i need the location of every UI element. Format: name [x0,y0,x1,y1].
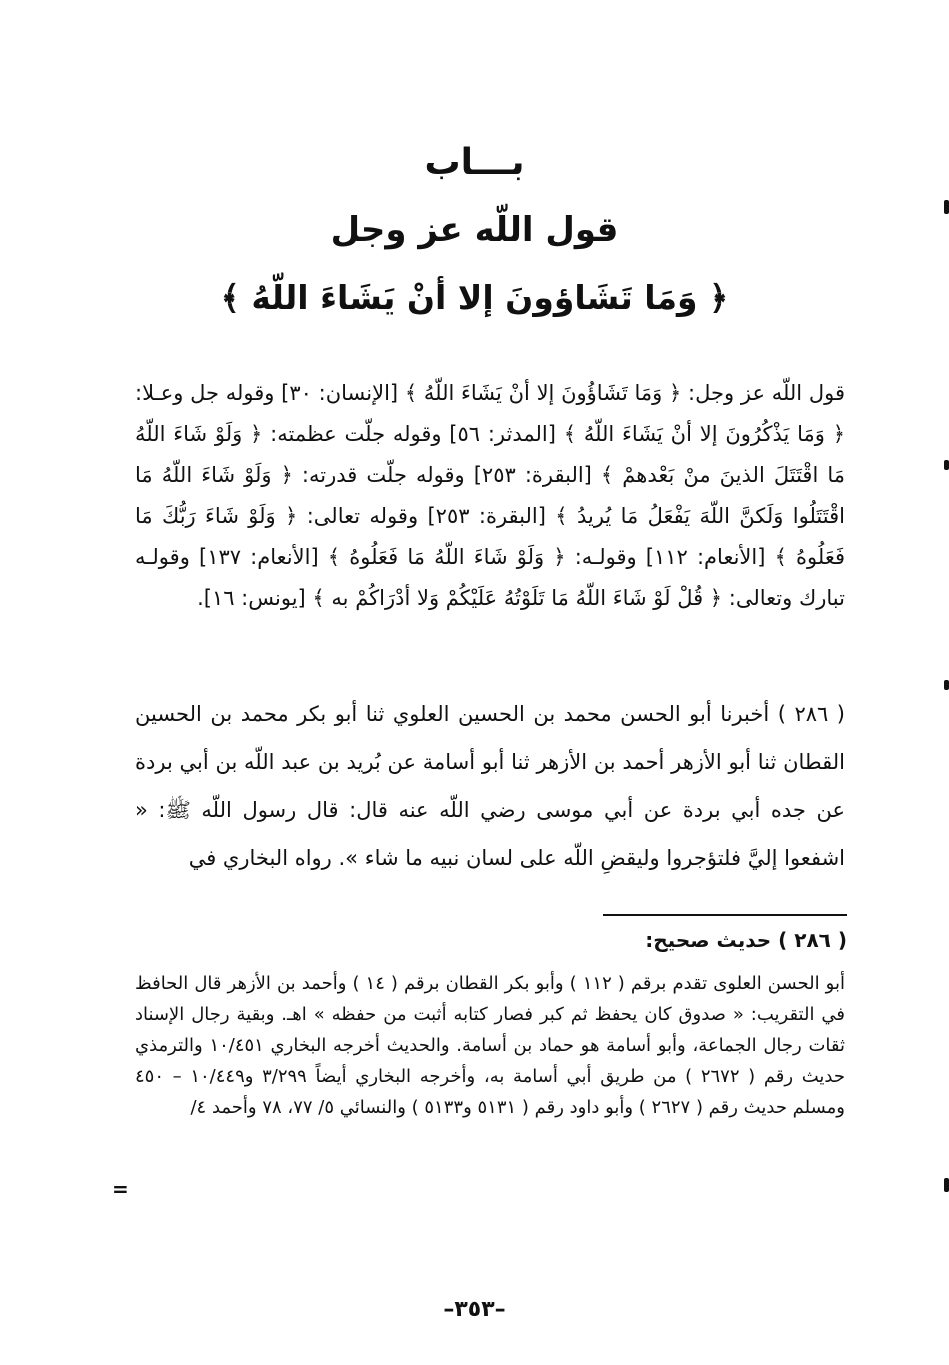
intro-paragraph: قول اللّه عز وجل: ﴿ وَمَا تَشَاؤُونَ إلا أنْ يَشَاءَ اللّهُ ﴾ [الإنسان: ٣٠] وقوله جل وعـلا: ﴿ وَمَا يَذْكُرُونَ إلا أنْ يَشَاءَ اللّهُ ﴾ [المدثر: ٥٦] وقوله جلّت عظمته: ﴿ وَلَوْ شَاءَ اللّهُ مَا اقْتَتَلَ الذينَ منْ بَعْدهمْ ﴾ [البقرة: ٢٥٣] وقوله جلّت قدرته: ﴿ وَلَوْ شَاءَ اللّهُ مَا اقْتَتَلُوا وَلَكنَّ اللّهَ يَفْعَلُ مَا يُريدُ ﴾ [البقرة: ٢٥٣] وقوله تعالى: ﴿ وَلَوْ شَاءَ رَبُّكَ مَا فَعَلُوهُ ﴾ [الأنعام: ١١٢] وقولـه: ﴿ وَلَوْ شَاءَ اللّهُ مَا فَعَلُوهُ ﴾ [الأنعام: ١٣٧] وقولـه تبارك وتعالى: ﴿ قُلْ لَوْ شَاءَ اللّهُ مَا تَلَوْتُهُ عَلَيْكُمْ وَلا أدْرَاكُمْ به ﴾ [يونس: ١٦]. [135,381,845,610]
chapter-verse: ﴿ وَمَا تَشَاؤونَ إلا أنْ يَشَاءَ اللّهُ ﴾ [220,278,729,317]
scan-edge-mark [944,200,949,214]
footnote-heading: ( ٢٨٦ ) حديث صحيح: [645,928,847,952]
scan-edge-mark [944,460,949,470]
page-number: –٣٥٣– [443,1297,506,1322]
hadith-paragraph: ( ٢٨٦ ) أخبرنا أبو الحسن محمد بن الحسين العلوي ثنا أبو بكر محمد بن الحسين القطان ثنا أبو الأزهر أحمد بن الأزهر ثنا أبو أسامة عن بُريد بن عبد اللّه بن أبي بردة عن جده أبي بردة عن أبي موسى رضي اللّه عنه قال: قال رسول اللّه ﷺ: « اشفعوا إليَّ فلتؤجروا وليقضِ اللّه على لسان نبيه ما شاء ». رواه البخاري في [135,702,845,870]
scan-edge-mark [944,680,949,690]
continuation-mark: = [112,1177,129,1201]
footnote-body: أبو الحسن العلوى تقدم برقم ( ١١٢ ) وأبو بكر القطان برقم ( ١٤ ) وأحمد بن الأزهر قال الحافظ في التقريب: « صدوق كان يحفظ ثم كبر فصار كتابه أثبت من حفظه » اهـ. وبقية رجال الإسناد ثقات رجال الجماعة، وأبو أسامة هو حماد بن أسامة. والحديث أخرجه البخاري ١٠/٤٥١ والترمذي حديث رقم ( ٢٦٧٢ ) من طريق أبي أسامة به، وأخرجه البخاري أيضاً ٣/٢٩٩ و١٠/٤٤٩ – ٤٥٠ ومسلم حديث رقم ( ٢٦٢٧ ) وأبو داود رقم ( ٥١٣١ و٥١٣٣ ) والنسائي ٥/ ٧٧، ٧٨ وأحمد ٤/ [135,973,846,1118]
scan-edge-mark [944,1178,949,1192]
chapter-label: بـــاب [424,142,525,183]
footnote-divider [603,914,847,916]
chapter-title: قول اللّه عز وجل [330,210,619,250]
